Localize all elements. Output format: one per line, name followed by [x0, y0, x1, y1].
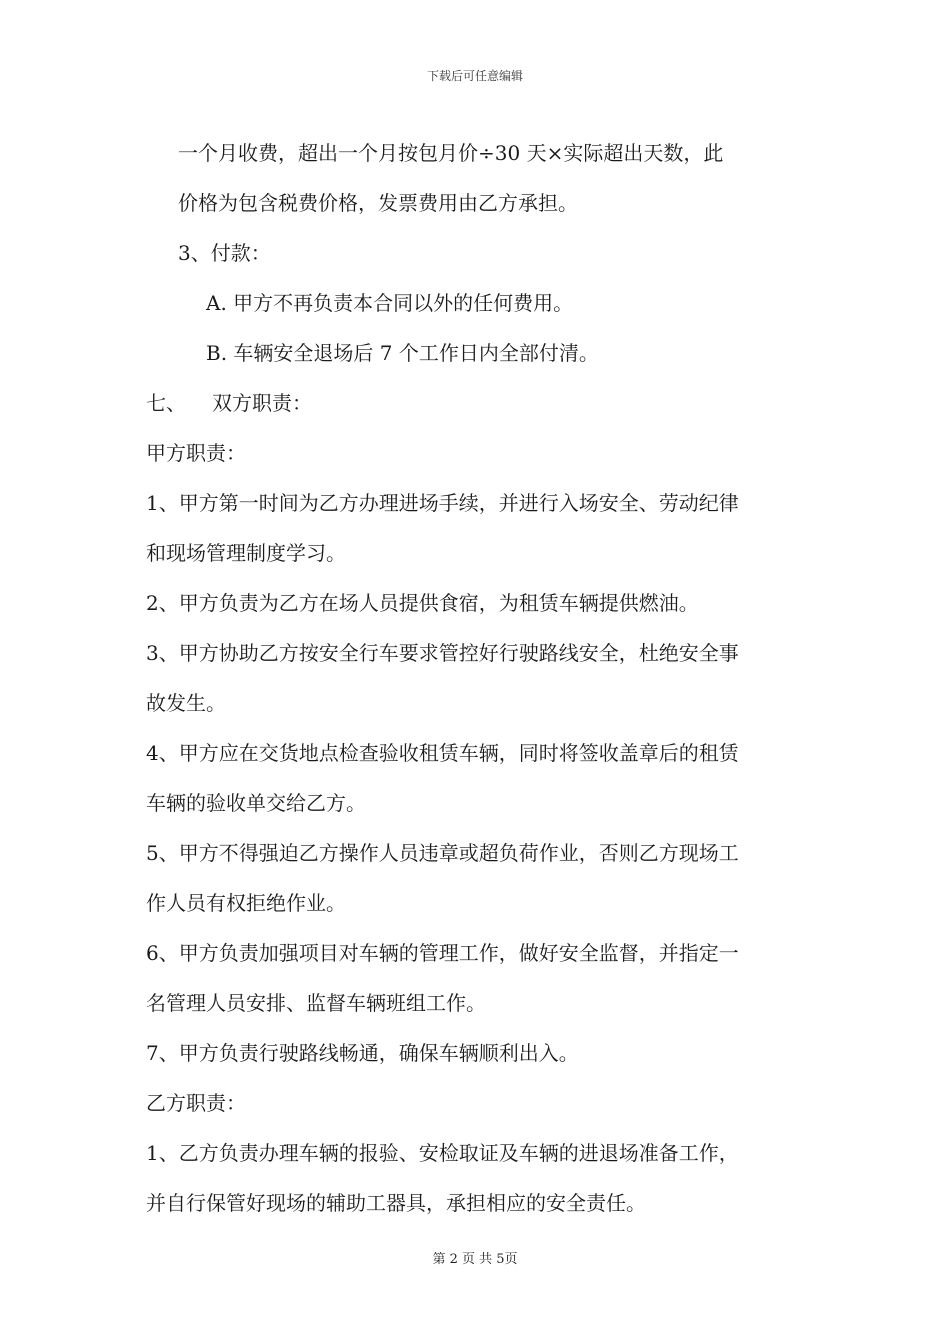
party-a-line: 6、甲方负责加强项目对车辆的管理工作，做好安全监督，并指定一	[146, 941, 739, 965]
section-title: 双方职责：	[212, 391, 312, 415]
party-b-line: 并自行保管好现场的辅助工器具，承担相应的安全责任。	[146, 1191, 646, 1215]
party-a-line: 车辆的验收单交给乙方。	[146, 791, 366, 815]
party-a-line: 5、甲方不得强迫乙方操作人员违章或超负荷作业，否则乙方现场工	[146, 841, 739, 865]
party-a-line: 2、甲方负责为乙方在场人员提供食宿，为租赁车辆提供燃油。	[146, 591, 699, 615]
payment-item-a: A. 甲方不再负责本合同以外的任何费用。	[206, 291, 574, 315]
page-footer: 第 2 页 共 5页	[432, 1252, 518, 1267]
paragraph-line: 价格为包含税费价格，发票费用由乙方承担。	[178, 191, 578, 215]
payment-heading: 3、付款：	[178, 241, 271, 265]
document-body	[146, 128, 816, 1228]
party-a-line: 故发生。	[146, 691, 226, 715]
payment-item-b: B. 车辆安全退场后 7 个工作日内全部付清。	[206, 341, 599, 365]
paragraph-line: 一个月收费，超出一个月按包月价÷30 天×实际超出天数，此	[178, 141, 724, 165]
party-b-line: 1、乙方负责办理车辆的报验、安检取证及车辆的进退场准备工作，	[146, 1141, 739, 1165]
party-a-line: 作人员有权拒绝作业。	[146, 891, 346, 915]
party-a-line: 1、甲方第一时间为乙方办理进场手续，并进行入场安全、劳动纪律	[146, 491, 739, 515]
party-a-line: 名管理人员安排、监督车辆班组工作。	[146, 991, 486, 1015]
party-b-heading: 乙方职责：	[146, 1091, 246, 1115]
party-a-line: 7、甲方负责行驶路线畅通，确保车辆顺利出入。	[146, 1041, 579, 1065]
section-heading	[146, 378, 816, 428]
party-a-line: 3、甲方协助乙方按安全行车要求管控好行驶路线安全，杜绝安全事	[146, 641, 739, 665]
party-a-heading: 甲方职责：	[146, 441, 246, 465]
section-number: 七、	[146, 391, 186, 415]
page-header: 下载后可任意编辑	[426, 69, 523, 83]
party-a-line: 和现场管理制度学习。	[146, 541, 346, 565]
party-a-line: 4、甲方应在交货地点检查验收租赁车辆，同时将签收盖章后的租赁	[146, 741, 739, 765]
